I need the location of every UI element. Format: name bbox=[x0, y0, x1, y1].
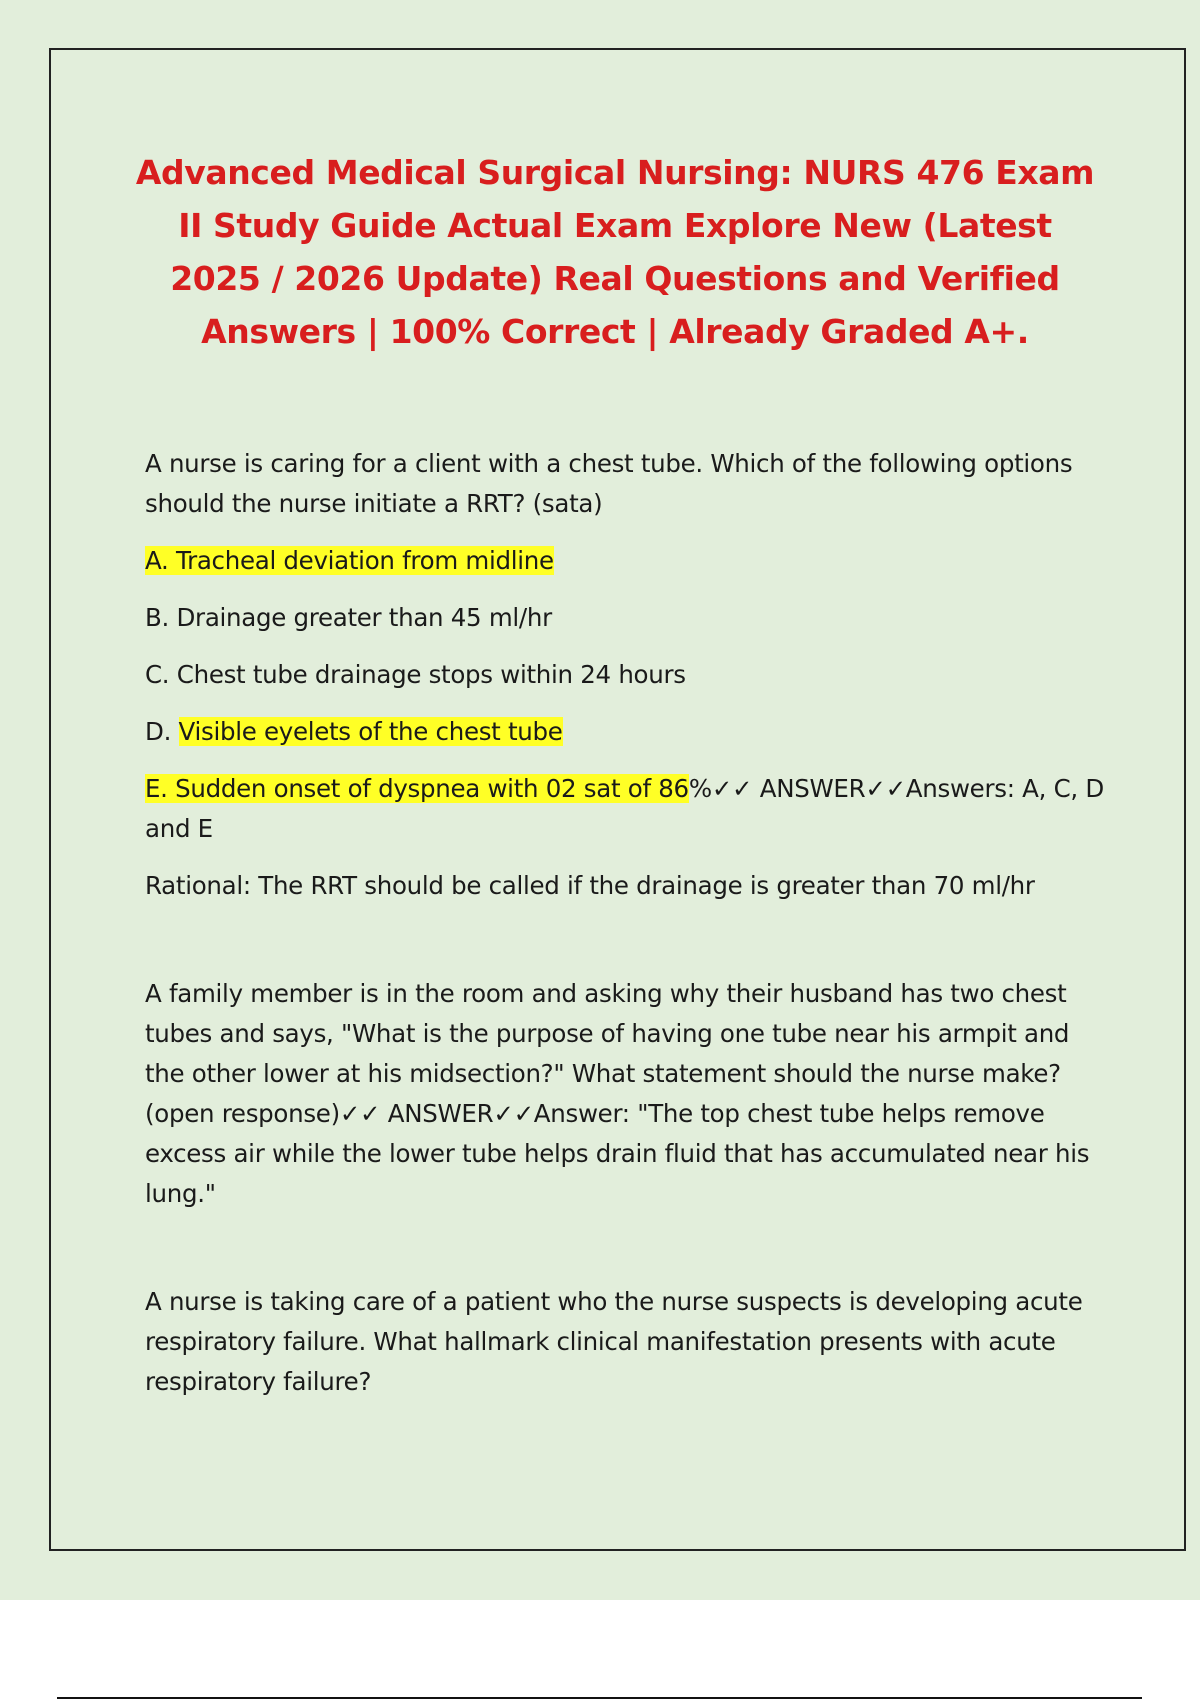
question-3-text: A nurse is taking care of a patient who the nurse suspects is developing acute respiratory failure. What hallmark clinical manifestation presents with acute respiratory failure? bbox=[145, 1287, 1083, 1396]
option-d-prefix: D. bbox=[145, 717, 179, 746]
document-title: Advanced Medical Surgical Nursing: NURS 476 Exam II Study Guide Actual Exam Explore New (Latest 2025 / 2026 Update) Real Questions and Verified Answers | 100% Correct | Already Graded A+. bbox=[135, 153, 1095, 351]
document-body bbox=[145, 444, 1105, 1402]
option-d-highlighted: Visible eyelets of the chest tube bbox=[178, 717, 563, 746]
footer-rule bbox=[57, 1697, 1142, 1699]
option-d bbox=[145, 712, 1105, 752]
question-1-answer: %✓✓ ANSWER✓✓Answers: A, C, D and E bbox=[145, 774, 1104, 843]
question-2-text: A family member is in the room and asking why their husband has two chest tubes and says, "What is the purpose of having one tube near his armpit and the other lower at his midsection?" What statement should the nurse make? (open response)✓✓ ANSWER✓✓Answer: "The top chest tube helps remove excess air while the lower tube helps drain fluid that has accumulated near his lung." bbox=[145, 979, 1090, 1208]
option-b: B. Drainage greater than 45 ml/hr bbox=[145, 603, 552, 632]
option-e bbox=[145, 769, 1105, 849]
question-1-rationale: Rational: The RRT should be called if the drainage is greater than 70 ml/hr bbox=[145, 871, 1035, 900]
option-a-highlighted: A. Tracheal deviation from midline bbox=[145, 546, 554, 575]
option-a bbox=[145, 541, 1105, 581]
question-1-text: A nurse is caring for a client with a chest tube. Which of the following options should the nurse initiate a RRT? (sata) bbox=[145, 449, 1073, 518]
option-e-highlighted: E. Sudden onset of dyspnea with 02 sat of 86 bbox=[145, 774, 689, 803]
option-c: C. Chest tube drainage stops within 24 hours bbox=[145, 660, 686, 689]
